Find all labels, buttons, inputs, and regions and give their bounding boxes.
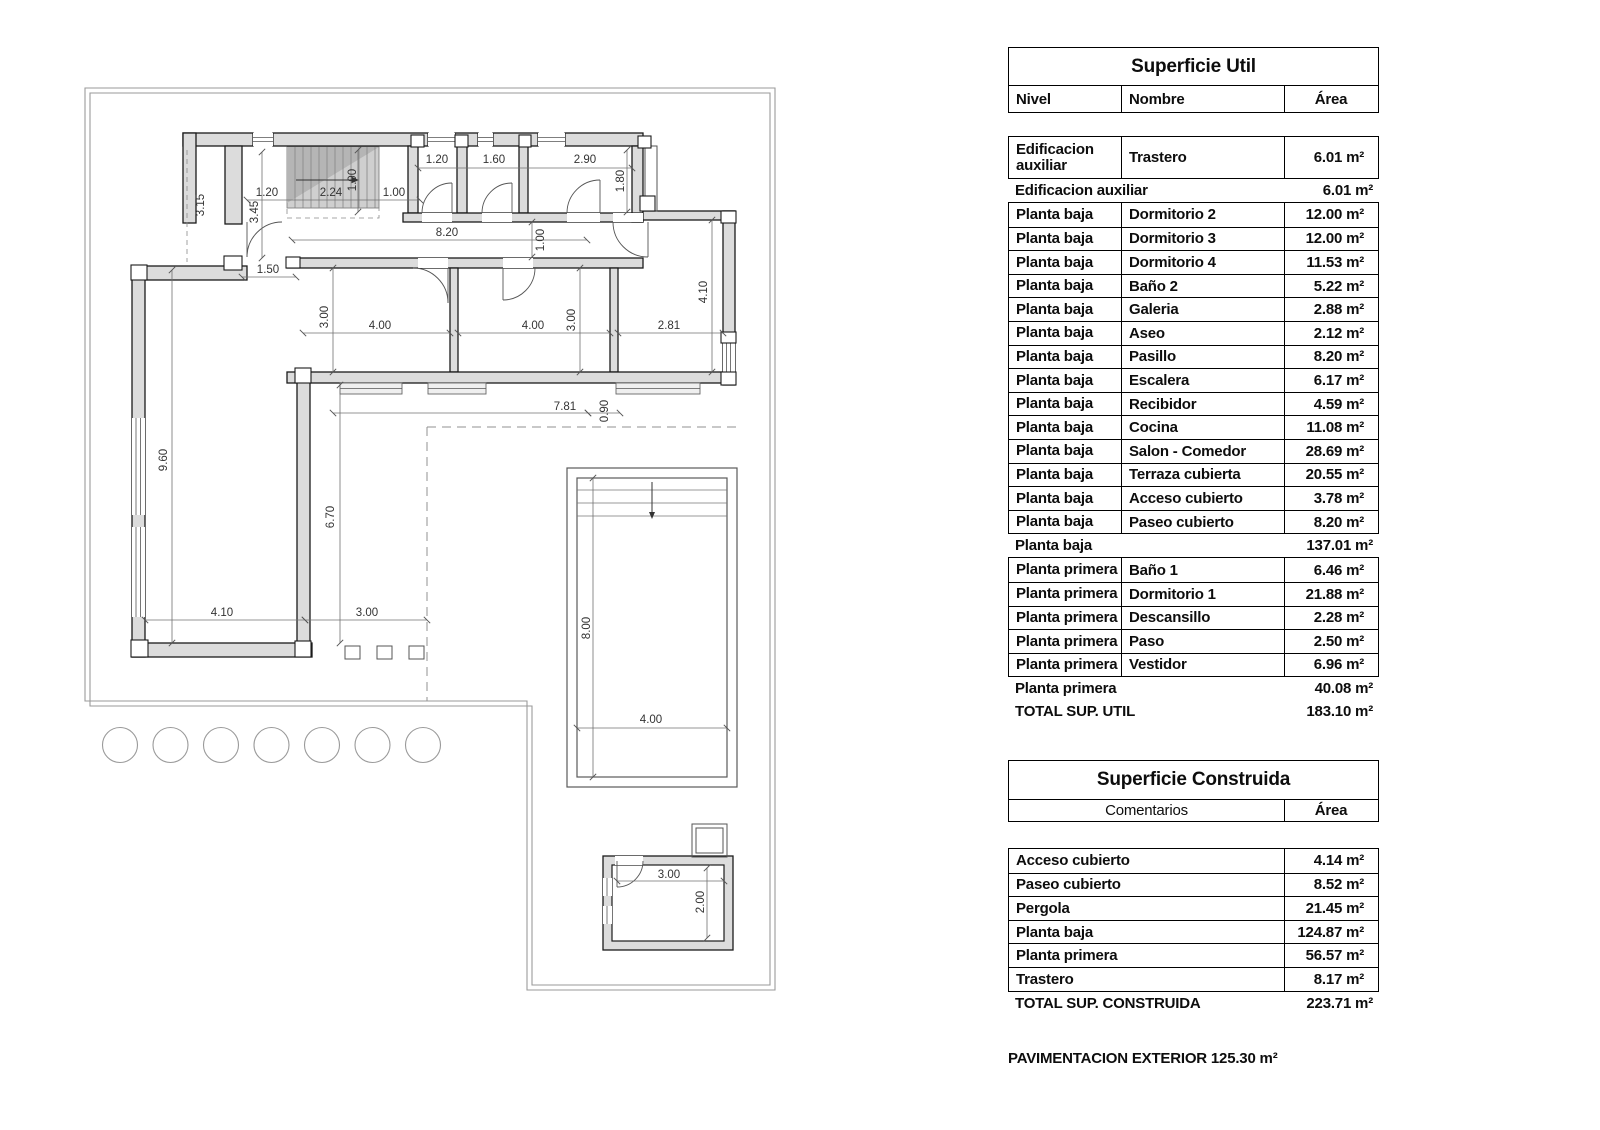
dim-label: 2.81 <box>657 320 681 332</box>
cell-area: 8.52 m² <box>1284 874 1377 897</box>
dim-label: 2.00 <box>695 890 707 914</box>
staircase <box>287 147 379 218</box>
dim-label: 6.70 <box>325 505 337 529</box>
table-row <box>1009 510 1378 534</box>
cell-nivel: Planta primera <box>1016 656 1118 674</box>
cell-nombre: Acceso cubierto <box>1121 487 1284 510</box>
cell-nivel: Planta baja <box>1016 324 1093 342</box>
subtotal-area: 183.10 m² <box>1306 703 1373 721</box>
dim-label: 3.00 <box>657 869 681 881</box>
cell-nivel: Planta primera <box>1016 632 1118 650</box>
subtotal-area: 137.01 m² <box>1306 537 1373 555</box>
superficie-util-header <box>1008 86 1379 113</box>
dim-label: 1.60 <box>482 154 506 166</box>
table-row <box>1009 203 1378 227</box>
tree-icon <box>305 728 340 763</box>
dim-label: 3.15 <box>195 193 207 217</box>
dim-label: 3.45 <box>249 200 261 224</box>
cell-nombre: Pergola <box>1016 899 1070 917</box>
dim-label: 8.20 <box>435 227 459 239</box>
cell-area: 6.17 m² <box>1284 369 1377 392</box>
dim-label: 3.00 <box>566 308 578 332</box>
table-row <box>1009 582 1378 606</box>
table-row <box>1009 606 1378 630</box>
cell-area: 12.00 m² <box>1284 203 1377 227</box>
table-row <box>1009 297 1378 321</box>
cell-area: 3.78 m² <box>1284 487 1377 510</box>
cell-nombre: Aseo <box>1121 322 1284 345</box>
total-construida-area: 223.71 m² <box>1306 994 1373 1012</box>
pavimentacion-note: PAVIMENTACION EXTERIOR 125.30 m² <box>1008 1050 1278 1067</box>
cell-nombre: Dormitorio 3 <box>1121 228 1284 251</box>
cell-area: 56.57 m² <box>1284 944 1377 967</box>
cell-nombre: Planta baja <box>1016 923 1093 941</box>
dim-label: 1.00 <box>535 228 547 252</box>
cell-nombre: Baño 2 <box>1121 275 1284 298</box>
cell-area: 8.20 m² <box>1284 346 1377 369</box>
cell-nivel: Planta primera <box>1016 608 1118 626</box>
outbuilding <box>603 824 733 950</box>
cell-nombre: Cocina <box>1121 416 1284 439</box>
cell-nombre: Dormitorio 2 <box>1121 203 1284 227</box>
dim-label: 1.00 <box>382 187 406 199</box>
table-row <box>1009 274 1378 298</box>
cell-nivel: Planta baja <box>1016 347 1093 365</box>
cell-area: 2.12 m² <box>1284 322 1377 345</box>
cell-nombre: Galeria <box>1121 298 1284 321</box>
table-row <box>1009 849 1378 873</box>
subtotal-area: 40.08 m² <box>1314 680 1373 698</box>
cell-area: 2.88 m² <box>1284 298 1377 321</box>
dim-label: 2.90 <box>573 154 597 166</box>
cell-nombre: Paso <box>1121 630 1284 653</box>
dim-label: 1.90 <box>347 168 359 192</box>
cell-area: 6.96 m² <box>1284 654 1377 677</box>
subtotal-label: Planta primera <box>1015 680 1117 698</box>
dim-label: 4.10 <box>698 280 710 304</box>
table-row <box>1009 368 1378 392</box>
subtotal-label: Planta baja <box>1015 537 1092 555</box>
cell-nombre: Terraza cubierta <box>1121 464 1284 487</box>
dim-label: 1.20 <box>425 154 449 166</box>
subtotal-row <box>1008 677 1379 700</box>
cell-nivel: Planta baja <box>1016 371 1093 389</box>
table-row <box>1009 415 1378 439</box>
total-construida-row <box>1008 992 1379 1015</box>
cell-nombre: Vestidor <box>1121 654 1284 677</box>
cell-area: 8.20 m² <box>1284 511 1377 534</box>
dim-label: 3.00 <box>319 305 331 329</box>
cell-nombre: Planta primera <box>1016 947 1118 965</box>
table-row <box>1009 345 1378 369</box>
table-row <box>1009 486 1378 510</box>
outbuilding-annex <box>692 824 727 857</box>
subtotal-label: TOTAL SUP. UTIL <box>1015 703 1136 721</box>
header-area: Área <box>1284 86 1377 112</box>
subtotal-row <box>1008 179 1379 202</box>
dim-label: 3.00 <box>355 607 379 619</box>
table-row <box>1009 558 1378 582</box>
cell-nivel: Planta baja <box>1016 277 1093 295</box>
dim-label: 0.90 <box>599 399 611 423</box>
dim-label: 9.60 <box>158 448 170 472</box>
table-row <box>1009 250 1378 274</box>
tree-icon <box>153 728 188 763</box>
subtotal-row <box>1008 534 1379 557</box>
cell-nombre: Descansillo <box>1121 607 1284 630</box>
cell-nombre: Baño 1 <box>1121 558 1284 582</box>
cell-area: 11.53 m² <box>1284 251 1377 274</box>
cell-nivel: Planta baja <box>1016 489 1093 507</box>
superficie-util-body <box>1008 136 1379 723</box>
cell-nivel: Planta baja <box>1016 513 1093 531</box>
cell-area: 21.45 m² <box>1284 897 1377 920</box>
cell-area: 6.01 m² <box>1284 137 1377 178</box>
dim-label: 7.81 <box>553 401 577 413</box>
superficie-construida-table <box>1008 760 1379 1015</box>
total-construida-label: TOTAL SUP. CONSTRUIDA <box>1015 994 1201 1012</box>
cell-area: 4.14 m² <box>1284 849 1377 873</box>
header-area: Área <box>1284 800 1377 821</box>
cell-nombre: Recibidor <box>1121 393 1284 416</box>
table-row <box>1009 137 1378 178</box>
superficie-util-title: Superficie Util <box>1008 47 1379 86</box>
tree-icon <box>204 728 239 763</box>
table-block <box>1008 202 1379 534</box>
cell-area: 8.17 m² <box>1284 968 1377 991</box>
cell-nivel: Planta baja <box>1016 253 1093 271</box>
cell-area: 124.87 m² <box>1284 921 1377 944</box>
total-util-row <box>1008 700 1379 723</box>
cell-nivel: Planta baja <box>1016 395 1093 413</box>
tree-icon <box>355 728 390 763</box>
superficie-util-table <box>1008 47 1379 723</box>
dim-label: 4.00 <box>639 714 663 726</box>
cell-area: 12.00 m² <box>1284 228 1377 251</box>
cell-nivel: Planta baja <box>1016 230 1093 248</box>
cell-nivel: Planta baja <box>1016 418 1093 436</box>
table-row <box>1009 653 1378 677</box>
cell-area: 2.28 m² <box>1284 607 1377 630</box>
superficie-construida-title: Superficie Construida <box>1008 760 1379 800</box>
cell-area: 11.08 m² <box>1284 416 1377 439</box>
cell-nombre: Trastero <box>1121 137 1284 178</box>
cell-nivel: Planta baja <box>1016 442 1093 460</box>
header-nombre: Nombre <box>1121 86 1284 112</box>
cell-area: 4.59 m² <box>1284 393 1377 416</box>
cell-area: 6.46 m² <box>1284 558 1377 582</box>
tree-row <box>103 728 441 763</box>
cell-area: 28.69 m² <box>1284 440 1377 463</box>
cell-nivel: Planta primera <box>1016 561 1118 579</box>
cell-area: 2.50 m² <box>1284 630 1377 653</box>
dim-label: 4.10 <box>210 607 234 619</box>
cell-nombre: Paseo cubierto <box>1016 876 1121 894</box>
table-row <box>1009 873 1378 897</box>
cell-nombre: Escalera <box>1121 369 1284 392</box>
cell-nombre: Pasillo <box>1121 346 1284 369</box>
cell-nombre: Dormitorio 1 <box>1121 583 1284 606</box>
dim-label: 1.50 <box>256 264 280 276</box>
cell-nombre: Paseo cubierto <box>1121 511 1284 534</box>
cell-nivel: Planta baja <box>1016 300 1093 318</box>
tree-icon <box>103 728 138 763</box>
dim-label: 4.00 <box>521 320 545 332</box>
table-row <box>1009 227 1378 251</box>
superficie-construida-body <box>1008 848 1379 992</box>
table-block <box>1008 557 1379 677</box>
dim-label: 2.24 <box>319 187 343 199</box>
cell-area: 20.55 m² <box>1284 464 1377 487</box>
cell-area: 5.22 m² <box>1284 275 1377 298</box>
cell-nombre: Dormitorio 4 <box>1121 251 1284 274</box>
cell-nivel: Planta baja <box>1016 205 1093 223</box>
header-comentarios: Comentarios <box>1105 802 1188 819</box>
table-row <box>1009 439 1378 463</box>
dim-label: 1.80 <box>615 169 627 193</box>
dim-label: 4.00 <box>368 320 392 332</box>
header-nivel: Nivel <box>1016 90 1051 108</box>
table-block <box>1008 136 1379 179</box>
subtotal-label: Edificacion auxiliar <box>1015 182 1148 199</box>
table-row <box>1009 920 1378 944</box>
subtotal-area: 6.01 m² <box>1322 182 1373 199</box>
table-row <box>1009 967 1378 991</box>
dim-label: 1.20 <box>255 187 279 199</box>
cell-nivel: Edificacion auxiliar <box>1016 140 1094 174</box>
cell-nombre: Salon - Comedor <box>1121 440 1284 463</box>
cell-nombre: Acceso cubierto <box>1016 852 1130 870</box>
table-row <box>1009 943 1378 967</box>
cell-area: 21.88 m² <box>1284 583 1377 606</box>
cell-nivel: Planta baja <box>1016 465 1093 483</box>
cell-nivel: Planta primera <box>1016 585 1118 603</box>
table-row <box>1009 896 1378 920</box>
table-row <box>1009 392 1378 416</box>
tree-icon <box>406 728 441 763</box>
table-row <box>1009 629 1378 653</box>
tree-icon <box>254 728 289 763</box>
table-row <box>1009 321 1378 345</box>
cell-nombre: Trastero <box>1016 970 1074 988</box>
dim-label: 8.00 <box>581 616 593 640</box>
superficie-construida-header <box>1008 800 1379 822</box>
table-row <box>1009 463 1378 487</box>
